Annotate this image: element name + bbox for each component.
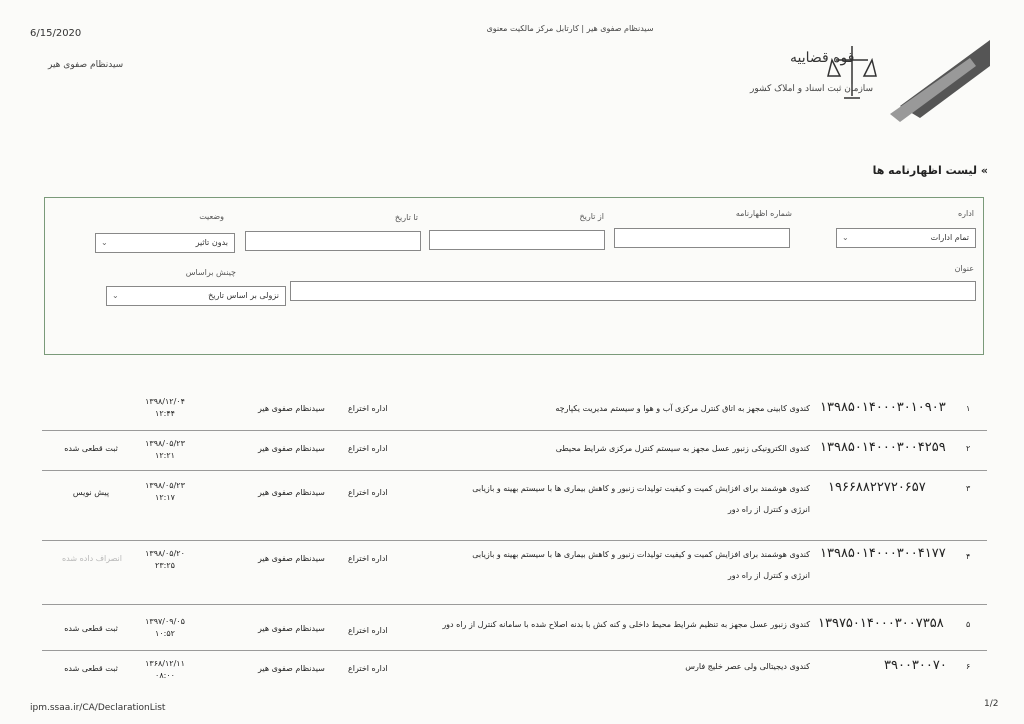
date-value: ۱۳۶۸/۱۲/۱۱ <box>145 659 185 668</box>
office-name: اداره اختراع <box>348 554 388 563</box>
declaration-number: ۱۹۶۶۸۸۲۲۷۲۰۶۵۷ <box>828 480 926 495</box>
submit-date <box>140 658 190 682</box>
row-index: ۴ <box>966 552 971 561</box>
page-title: » لیست اظهارنامه ها <box>872 164 988 177</box>
declaration-title: کندوی کابینی مجهز به اتاق کنترل مرکزی آب و هوا و سیستم مدیریت یکپارچه <box>555 404 810 413</box>
chevron-down-icon: ⌄ <box>842 233 849 242</box>
office-name: اداره اختراع <box>348 404 388 413</box>
title-label: عنوان <box>954 264 974 273</box>
row-divider <box>42 470 987 471</box>
applicant-name: سیدنظام صفوی هیر <box>258 488 325 497</box>
declaration-number: ۱۳۹۸۵۰۱۴۰۰۰۳۰۱۰۹۰۳ <box>820 400 946 415</box>
time-value: ۱۰:۵۲ <box>155 629 175 638</box>
status-label: وضعیت <box>199 212 224 221</box>
date-value: ۱۳۹۸/۰۵/۲۳ <box>145 481 185 490</box>
row-index: ۲ <box>966 444 971 453</box>
chevron-down-icon: ⌄ <box>112 291 119 300</box>
submit-date <box>140 548 190 572</box>
row-index: ۶ <box>966 662 971 671</box>
status-badge: ثبت قطعی شده <box>64 444 118 453</box>
row-divider <box>42 430 987 431</box>
declaration-number-label: شماره اظهارنامه <box>735 209 792 218</box>
time-value: ۱۲:۲۱ <box>155 451 175 460</box>
declaration-number: ۱۳۹۷۵۰۱۴۰۰۰۳۰۰۷۳۵۸ <box>818 616 944 631</box>
print-date: 6/15/2020 <box>30 28 82 39</box>
row-index: ۵ <box>966 620 971 629</box>
applicant-name: سیدنظام صفوی هیر <box>258 554 325 563</box>
submit-date <box>140 396 190 420</box>
date-value: ۱۳۹۷/۰۹/۰۵ <box>145 617 185 626</box>
time-value: ۰۸:۰۰ <box>155 671 175 680</box>
sort-select-value: نزولی بر اساس تاریخ <box>208 291 279 300</box>
sort-label: چینش براساس <box>185 268 236 277</box>
declaration-title-line2: انرژی و کنترل از راه دور <box>727 505 810 514</box>
office-name: اداره اختراع <box>348 626 388 635</box>
from-date-input[interactable] <box>429 230 605 250</box>
status-badge: پیش نویس <box>72 488 110 497</box>
applicant-name: سیدنظام صفوی هیر <box>258 444 325 453</box>
time-value: ۱۲:۱۷ <box>155 493 175 502</box>
declaration-title <box>390 478 810 520</box>
declaration-number: ۱۳۹۸۵۰۱۴۰۰۰۳۰۰۴۲۵۹ <box>820 440 946 455</box>
declaration-number: ۳۹۰۰۳۰۰۷۰ <box>884 658 947 673</box>
declaration-title-line1: کندوی هوشمند برای افزایش کمیت و کیفیت تولیدات زنبور و کاهش بیماری ها با سیستم بهینه و بازیابی <box>472 484 810 493</box>
row-divider <box>42 650 987 651</box>
declaration-title: کندوی زنبور عسل مجهز به تنظیم شرایط محیط داخلی و کنه کش با بدنه اصلاح شده با سامانه کنترل از راه دور <box>442 620 810 629</box>
row-index: ۳ <box>966 484 971 493</box>
status-badge: انصراف داده شده <box>61 554 123 563</box>
user-name: سیدنظام صفوی هیر <box>48 60 124 70</box>
sort-select[interactable] <box>106 286 286 306</box>
row-divider <box>42 540 987 541</box>
declaration-number: ۱۳۹۸۵۰۱۴۰۰۰۳۰۰۴۱۷۷ <box>820 546 946 561</box>
page-number: 1/2 <box>984 699 999 709</box>
declaration-title: کندوی الکترونیکی زنبور عسل مجهز به سیستم کنترل مرکزی شرایط محیطی <box>555 444 810 453</box>
to-date-label: تا تاریخ <box>394 213 418 222</box>
declaration-title-line1: کندوی هوشمند برای افزایش کمیت و کیفیت تولیدات زنبور و کاهش بیماری ها با سیستم بهینه و بازیابی <box>472 550 810 559</box>
applicant-name: سیدنظام صفوی هیر <box>258 404 325 413</box>
row-divider <box>42 604 987 605</box>
submit-date <box>140 616 190 640</box>
judiciary-logo <box>740 36 990 126</box>
status-badge: ثبت قطعی شده <box>64 624 118 633</box>
applicant-name: سیدنظام صفوی هیر <box>258 664 325 673</box>
submit-date <box>140 480 190 504</box>
time-value: ۱۲:۴۴ <box>155 409 175 418</box>
print-header-title: سیدنظام صفوی هیر | کارتابل مرکز مالکیت معنوی <box>486 24 654 33</box>
office-select-value: تمام ادارات <box>930 233 969 242</box>
declaration-title <box>390 544 810 586</box>
status-select-value: بدون تاثیر <box>195 238 228 247</box>
applicant-name: سیدنظام صفوی هیر <box>258 624 325 633</box>
from-date-label: از تاریخ <box>579 212 604 221</box>
date-value: ۱۳۹۸/۰۵/۲۰ <box>145 549 185 558</box>
logo-title: قوه قضاییه <box>790 50 855 66</box>
chevron-down-icon: ⌄ <box>101 238 108 247</box>
office-select[interactable] <box>836 228 976 248</box>
status-badge: ثبت قطعی شده <box>64 664 118 673</box>
to-date-input[interactable] <box>245 231 421 251</box>
date-value: ۱۳۹۸/۱۲/۰۴ <box>145 397 185 406</box>
office-label: اداره <box>957 209 974 218</box>
status-select[interactable] <box>95 233 235 253</box>
office-name: اداره اختراع <box>348 444 388 453</box>
submit-date <box>140 438 190 462</box>
declaration-title-line2: انرژی و کنترل از راه دور <box>727 571 810 580</box>
office-name: اداره اختراع <box>348 664 388 673</box>
declaration-title: کندوی دیجیتالی ولی عصر خلیج فارس <box>685 662 810 671</box>
declaration-number-input[interactable] <box>614 228 790 248</box>
logo-subtitle: سازمان ثبت اسناد و املاک کشور <box>750 84 874 94</box>
footer-url: ipm.ssaa.ir/CA/DeclarationList <box>30 703 166 713</box>
office-name: اداره اختراع <box>348 488 388 497</box>
time-value: ۲۳:۲۵ <box>155 561 175 570</box>
row-index: ۱ <box>966 404 971 413</box>
date-value: ۱۳۹۸/۰۵/۲۳ <box>145 439 185 448</box>
title-input[interactable] <box>290 281 976 301</box>
